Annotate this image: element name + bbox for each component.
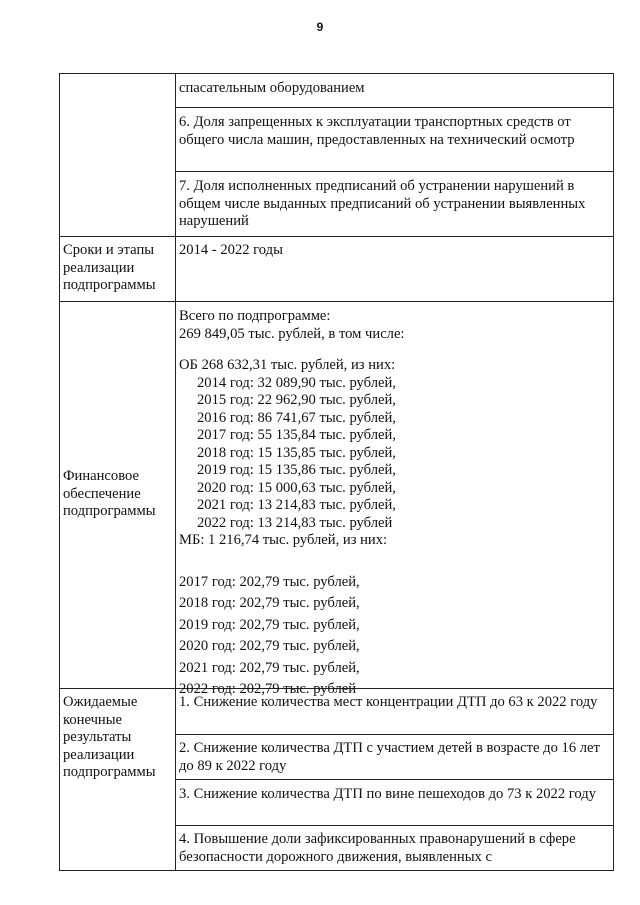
mb-year-line: 2017 год: 202,79 тыс. рублей, — [179, 573, 360, 590]
ob-year-line: 2017 год: 55 135,84 тыс. рублей, — [197, 427, 396, 443]
row-divider — [175, 734, 613, 735]
ob-year-line: 2020 год: 15 000,63 тыс. рублей, — [197, 479, 396, 496]
results-label: Ожидаемые конечные результаты реализации подпрограммы — [63, 694, 156, 780]
subprogram-passport-table — [59, 73, 614, 871]
indicator-item: 7. Доля исполненных предписаний об устранении нарушений в общем числе выданных предписаний об устранении выявленных нарушений — [179, 178, 586, 229]
column-divider — [175, 74, 176, 870]
terms-value: 2014 - 2022 годы — [179, 242, 283, 258]
terms-label: Сроки и этапы реализации подпрограммы — [63, 242, 156, 293]
financing-details — [179, 308, 609, 701]
result-item: 2. Снижение количества ДТП с участием детей в возрасте до 16 лет до 89 к 2022 году — [179, 740, 600, 774]
page-number: 9 — [316, 20, 324, 34]
financing-ob-caption: ОБ 268 632,31 тыс. рублей, из них: — [179, 357, 396, 373]
ob-year-line: 2021 год: 13 214,83 тыс. рублей, — [197, 497, 396, 513]
ob-year-line: 2014 год: 32 089,90 тыс. рублей, — [197, 374, 396, 391]
result-item: 1. Снижение количества мест концентрации ДТП до 63 к 2022 году — [179, 694, 598, 710]
financing-total-value: 269 849,05 тыс. рублей, в том числе: — [179, 325, 405, 342]
row-divider — [175, 107, 613, 108]
row-divider — [175, 171, 613, 172]
ob-year-line: 2016 год: 86 741,67 тыс. рублей, — [197, 409, 396, 426]
financing-total-caption: Всего по подпрограмме: — [179, 308, 331, 324]
indicator-item: 6. Доля запрещенных к эксплуатации транспортных средств от общего числа машин, предоставленных на технический осмотр — [179, 114, 575, 148]
ob-year-line: 2015 год: 22 962,90 тыс. рублей, — [197, 392, 396, 408]
mb-year-line: 2020 год: 202,79 тыс. рублей, — [179, 638, 360, 654]
indicator-item: спасательным оборудованием — [179, 80, 365, 96]
financing-mb-caption: МБ: 1 216,74 тыс. рублей, из них: — [179, 532, 388, 548]
result-item: 3. Снижение количества ДТП по вине пешеходов до 73 к 2022 году — [179, 786, 597, 802]
mb-year-line: 2022 год: 202,79 тыс. рублей — [179, 681, 357, 697]
mb-year-line: 2019 год: 202,79 тыс. рублей, — [179, 616, 360, 633]
ob-year-line: 2019 год: 15 135,86 тыс. рублей, — [197, 462, 396, 478]
row-divider — [175, 779, 613, 780]
financing-label: Финансовое обеспечение подпрограммы — [63, 468, 156, 519]
mb-year-line: 2018 год: 202,79 тыс. рублей, — [179, 595, 360, 611]
row-divider — [60, 301, 613, 302]
row-divider — [175, 825, 613, 826]
mb-year-line: 2021 год: 202,79 тыс. рублей, — [179, 659, 360, 676]
ob-year-line: 2022 год: 13 214,83 тыс. рублей — [197, 514, 393, 531]
row-divider — [60, 236, 613, 237]
result-item: 4. Повышение доли зафиксированных правонарушений в сфере безопасности дорожного движения, выявленных с — [179, 831, 576, 865]
ob-year-line: 2018 год: 15 135,85 тыс. рублей, — [197, 444, 396, 461]
